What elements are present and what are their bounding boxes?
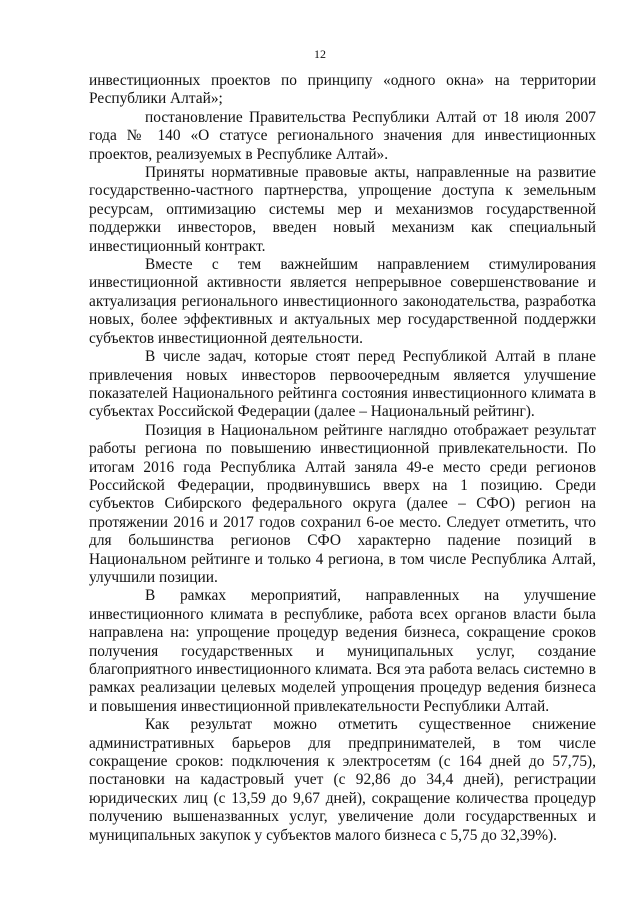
paragraph: постановление Правительства Республики Алтай от 18 июля 2007 года № 140 «О статусе регионального значения для инвестиционных проектов, реализуемых в Республике Алтай». bbox=[89, 108, 596, 163]
page-number: 12 bbox=[314, 47, 326, 61]
document-body bbox=[89, 72, 596, 845]
paragraph: Вместе с тем важнейшим направлением стимулирования инвестиционной активности является непрерывное совершенствование и актуализация регионального инвестиционного законодательства, разработка новых, более эффективных и актуальных мер государственной поддержки субъектов инвестиционной деятельности. bbox=[89, 256, 596, 347]
paragraph: В числе задач, которые стоят перед Республикой Алтай в плане привлечения новых инвесторов первоочередным является улучшение показателей Национального рейтинга состояния инвестиционного климата в субъектах Российской Федерации (далее – Национальный рейтинг). bbox=[89, 348, 596, 421]
paragraph: В рамках мероприятий, направленных на улучшение инвестиционного климата в республике, работа всех органов власти была направлена на: упрощение процедур ведения бизнеса, сокращение сроков получения государственных и муниципальных услуг, создание благоприятного инвестиционного климата. Вся эта работа велась системно в рамках реализации целевых моделей упрощения процедур ведения бизнеса и повышения инвестиционной привлекательности Республики Алтай. bbox=[89, 587, 596, 715]
paragraph-continuation: инвестиционных проектов по принципу «одного окна» на территории Республики Алтай»; bbox=[89, 72, 596, 108]
paragraph: Позиция в Национальном рейтинге наглядно отображает результат работы региона по повышению инвестиционной привлекательности. По итогам 2016 года Республика Алтай заняла 49-е место среди регионов Российской Федерации, продвинувшись вверх на 1 позицию. Среди субъектов Сибирского федерального округа (далее – СФО) регион на протяжении 2016 и 2017 годов сохранил 6-ое место. Следует отметить, что для большинства регионов СФО характерно падение позиций в Национальном рейтинге и только 4 региона, в том числе Республика Алтай, улучшили позиции. bbox=[89, 421, 596, 586]
paragraph: Приняты нормативные правовые акты, направленные на развитие государственно-частного партнерства, упрощение доступа к земельным ресурсам, оптимизацию системы мер и механизмов государственной поддержки инвесторов, введен новый механизм как специальный инвестиционный контракт. bbox=[89, 164, 596, 255]
paragraph: Как результат можно отметить существенное снижение административных барьеров для предпринимателей, в том числе сокращение сроков: подключения к электросетям (с 164 дней до 57,75), постановки на кадастровый учет (с 92,86 до 34,4 дней), регистрации юридических лиц (с 13,59 до 9,67 дней), сокращение количества процедур получению вышеназванных услуг, увеличение доли государственных и муниципальных закупок у субъектов малого бизнеса с 5,75 до 32,39%). bbox=[89, 716, 596, 844]
